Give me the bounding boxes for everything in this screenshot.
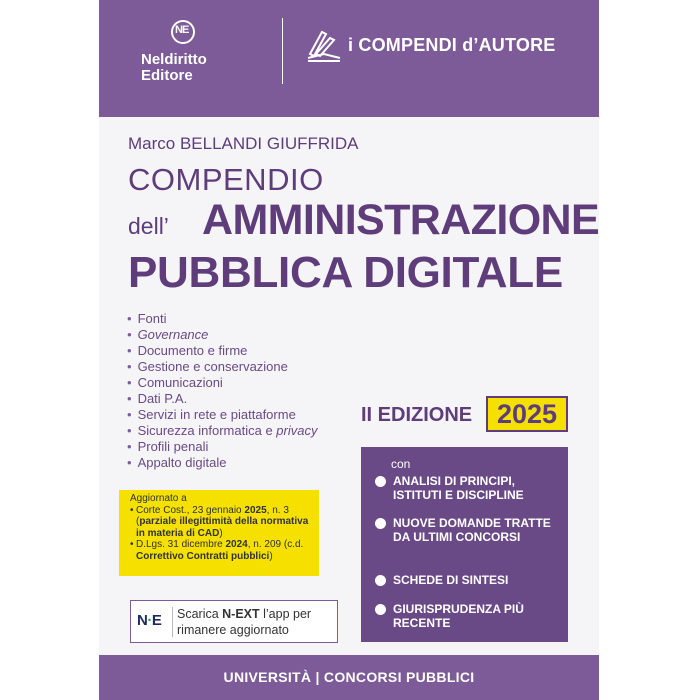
topic-list	[127, 311, 317, 471]
app-text-post: l’app per rimanere aggiornato	[177, 607, 312, 637]
note-bold: parziale illegittimità della normativa in materia di CAD	[136, 516, 309, 539]
app-logo-e: E	[151, 612, 162, 629]
update-note-heading: Aggiornato a	[130, 493, 187, 504]
topic-item: • Appalto digitale	[127, 455, 317, 471]
app-logo-dot: ·	[147, 612, 152, 629]
app-text-pre: Scarica	[177, 607, 223, 621]
topic-italic-word: privacy	[276, 423, 318, 438]
title-line-2: AMMINISTRAZIONE	[202, 196, 599, 244]
features-box	[361, 447, 568, 642]
title-line-3: PUBBLICA DIGITALE	[128, 248, 563, 297]
topic-item: • Governance	[127, 327, 317, 343]
note-year: 2025	[244, 504, 267, 516]
topic-item: • Sicurezza informatica e privacy	[127, 423, 317, 439]
feature-text: GIURISPRUDENZA PIÙ RECENTE	[393, 602, 524, 630]
publisher-logo-mark-text: NE	[175, 24, 189, 36]
app-divider	[172, 607, 173, 637]
topic-item: • Servizi in rete e piattaforme	[127, 407, 317, 423]
header-divider	[282, 18, 283, 84]
app-logo	[137, 612, 161, 629]
update-note-item	[130, 539, 313, 562]
bullet-icon	[375, 518, 386, 529]
bullet-icon	[375, 476, 386, 487]
series-title: i COMPENDI d’AUTORE	[348, 35, 556, 55]
book-stack-icon	[304, 28, 344, 64]
topic-item: • Fonti	[127, 311, 317, 327]
title-line-1: COMPENDIO	[128, 162, 324, 197]
note-text: Corte Cost., 23 gennaio	[136, 504, 245, 516]
footer-band	[99, 655, 599, 700]
edition-label: II EDIZIONE	[361, 404, 473, 426]
update-note	[119, 490, 319, 576]
book-cover	[99, 0, 599, 700]
bullet-icon	[375, 575, 386, 586]
publisher-logo	[141, 20, 241, 90]
topic-item: • Gestione e conservazione	[127, 359, 317, 375]
publisher-logo-mark	[171, 20, 195, 44]
note-text: , n. 209 (c.d.	[247, 539, 304, 550]
author-name: Marco BELLANDI GIUFFRIDA	[128, 134, 359, 153]
feature-text: ANALISI DI PRINCIPI, ISTITUTI E DISCIPLINE	[393, 474, 524, 502]
publisher-name: Neldiritto Editore	[141, 51, 207, 84]
note-year: 2024	[225, 539, 248, 550]
footer-text: UNIVERSITÀ | CONCORSI PUBBLICI	[223, 669, 475, 685]
title-prefix: dell’	[128, 213, 169, 239]
app-promo	[130, 600, 338, 643]
app-logo-n: N	[137, 612, 148, 629]
bullet-icon	[375, 604, 386, 615]
note-text: )	[269, 550, 273, 562]
note-text: D.Lgs. 31 dicembre	[136, 539, 226, 550]
app-name: N-EXT	[222, 607, 260, 621]
header-band	[99, 0, 599, 117]
note-text: )	[219, 527, 223, 539]
edition-year: 2025	[486, 396, 568, 432]
app-promo-text	[177, 606, 337, 638]
note-text: , n. 3 (	[136, 504, 289, 527]
features-intro: con	[391, 457, 411, 471]
topic-item: • Comunicazioni	[127, 375, 317, 391]
feature-text: SCHEDE DI SINTESI	[393, 573, 509, 587]
topic-item: • Profili penali	[127, 439, 317, 455]
feature-text: NUOVE DOMANDE TRATTE DA ULTIMI CONCORSI	[393, 516, 551, 544]
topic-item: • Documento e firme	[127, 343, 317, 359]
update-note-item	[130, 505, 313, 540]
topic-item: • Dati P.A.	[127, 391, 317, 407]
note-bold: Correttivo Contratti pubblici	[136, 550, 270, 562]
